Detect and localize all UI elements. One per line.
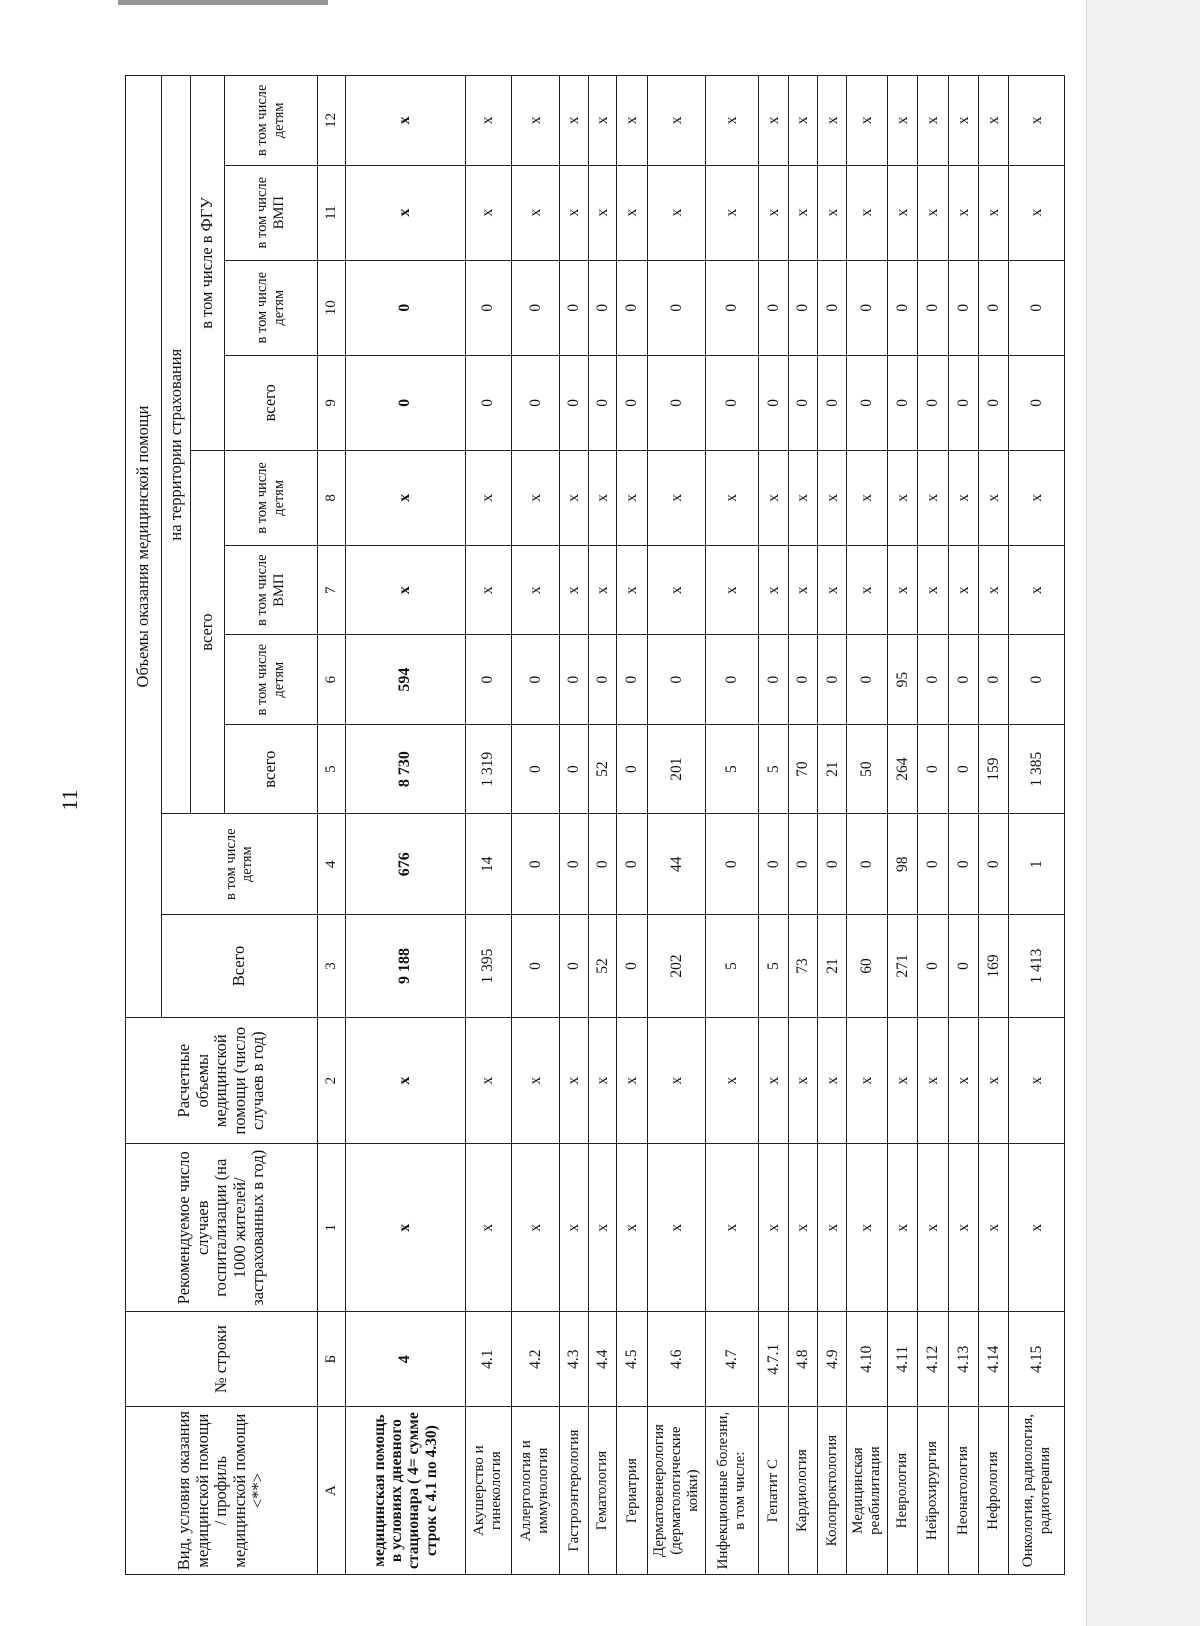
col-2-cell: x [818,1017,847,1143]
col-7-cell: x [788,545,817,634]
header-col-1: Рекомендуемое число случаев госпитализации (на 1000 жителей/ застрахованных в год) [126,1144,318,1312]
col-2-cell: x [1009,1017,1065,1143]
col-3-cell: 60 [847,915,887,1018]
col-7-cell: x [948,545,978,634]
profile-name-cell: Гепатит С [759,1407,788,1575]
table-row [978,76,1008,1575]
profile-name-cell: Неврология [887,1407,917,1575]
profile-name-cell: Аллергология и иммунология [511,1407,559,1575]
col-12-cell: x [346,76,465,166]
col-9-cell: 0 [705,355,758,450]
col-2-cell: x [465,1017,511,1143]
table-row [948,76,978,1575]
col-3-cell: 202 [647,915,705,1018]
col-3-cell: 0 [617,915,647,1018]
col-11-cell: x [647,165,705,260]
header-volumes: Объемы оказания медицинской помощи [126,76,162,1018]
header-col-8: в том числе детям [224,450,317,545]
col-5-cell: 201 [647,724,705,813]
col-6-cell: 0 [617,635,647,724]
col-3-cell: 169 [978,915,1008,1018]
col-9-cell: 0 [647,355,705,450]
col-12-cell: x [511,76,559,166]
header-col-12: в том числе детям [224,76,317,166]
col-12-cell: x [918,76,948,166]
col-4-cell: 14 [465,814,511,915]
col-7-cell: x [759,545,788,634]
row-number-cell: 4.2 [511,1312,559,1407]
col-9-cell: 0 [847,355,887,450]
col-2-cell: x [589,1017,617,1143]
col-1-cell: x [948,1144,978,1312]
col-8-cell: x [948,450,978,545]
col-5-cell: 1 385 [1009,724,1065,813]
row-number-cell: 4.8 [788,1312,817,1407]
row-number-cell: 4.1 [465,1312,511,1407]
table-row [617,76,647,1575]
col-2-cell: x [759,1017,788,1143]
col-7-cell: x [847,545,887,634]
table-frame [125,75,1065,1575]
col-4-cell: 1 [1009,814,1065,915]
header-col-a: Вид, условия оказания медицинской помощи / профиль медицинской помощи <**> [126,1407,318,1575]
profile-name-cell: Кардиология [788,1407,817,1575]
row-number-cell: 4.14 [978,1312,1008,1407]
col-10-cell: 0 [759,260,788,355]
table-row [788,76,817,1575]
col-10-cell: 0 [948,260,978,355]
col-2-cell: x [847,1017,887,1143]
col-6-cell: 0 [847,635,887,724]
col-6-cell: 0 [759,635,788,724]
profile-name-cell: Гастроэнтерология [559,1407,588,1575]
col-5-cell: 52 [589,724,617,813]
col-11-cell: x [705,165,758,260]
col-10-cell: 0 [647,260,705,355]
row-number-cell: 4.9 [818,1312,847,1407]
col-7-cell: x [559,545,588,634]
col-3-cell: 0 [948,915,978,1018]
col-5-cell: 0 [559,724,588,813]
col-11-cell: x [511,165,559,260]
col-8-cell: x [511,450,559,545]
header-col-7: в том числе ВМП [224,545,317,634]
profile-name-cell: Медицинская реабилитация [847,1407,887,1575]
col-1-cell: x [759,1144,788,1312]
colnum-2: 2 [317,1017,345,1143]
col-7-cell: x [617,545,647,634]
col-5-cell: 70 [788,724,817,813]
col-12-cell: x [887,76,917,166]
table-row [705,76,758,1575]
col-3-cell: 52 [589,915,617,1018]
colnum-b: Б [317,1312,345,1407]
col-8-cell: x [1009,450,1065,545]
col-1-cell: x [978,1144,1008,1312]
col-8-cell: x [465,450,511,545]
col-12-cell: x [948,76,978,166]
col-11-cell: x [589,165,617,260]
row-number-cell: 4 [346,1312,465,1407]
col-4-cell: 0 [978,814,1008,915]
colnum-9: 9 [317,355,345,450]
col-9-cell: 0 [465,355,511,450]
col-10-cell: 0 [465,260,511,355]
col-10-cell: 0 [511,260,559,355]
col-10-cell: 0 [847,260,887,355]
col-2-cell: x [346,1017,465,1143]
col-2-cell: x [705,1017,758,1143]
col-10-cell: 0 [705,260,758,355]
col-9-cell: 0 [918,355,948,450]
table-row [887,76,917,1575]
col-5-cell: 0 [511,724,559,813]
colnum-6: 6 [317,635,345,724]
profile-name-cell: Колопроктология [818,1407,847,1575]
col-10-cell: 0 [559,260,588,355]
table-row [759,76,788,1575]
col-4-cell: 0 [705,814,758,915]
col-8-cell: x [647,450,705,545]
profile-name-cell: Неонатология [948,1407,978,1575]
col-12-cell: x [559,76,588,166]
col-11-cell: x [818,165,847,260]
col-4-cell: 0 [589,814,617,915]
col-6-cell: 0 [788,635,817,724]
col-1-cell: x [1009,1144,1065,1312]
col-2-cell: x [948,1017,978,1143]
col-11-cell: x [559,165,588,260]
row-number-cell: 4.6 [647,1312,705,1407]
profile-name-cell: медицинская помощь в условиях дневного стационара ( 4= сумме строк с 4.1 по 4.30) [346,1407,465,1575]
col-10-cell: 0 [918,260,948,355]
col-9-cell: 0 [1009,355,1065,450]
col-8-cell: x [589,450,617,545]
profile-name-cell: Гематология [589,1407,617,1575]
profile-name-cell: Акушерство и гинекология [465,1407,511,1575]
col-10-cell: 0 [788,260,817,355]
col-1-cell: x [918,1144,948,1312]
col-1-cell: x [887,1144,917,1312]
col-4-cell: 0 [948,814,978,915]
col-5-cell: 0 [617,724,647,813]
col-9-cell: 0 [818,355,847,450]
col-2-cell: x [647,1017,705,1143]
col-9-cell: 0 [948,355,978,450]
col-4-cell: 0 [759,814,788,915]
col-3-cell: 73 [788,915,817,1018]
cropped-header-fragment [118,0,328,5]
col-6-cell: 0 [465,635,511,724]
col-5-cell: 0 [918,724,948,813]
col-12-cell: x [759,76,788,166]
col-4-cell: 676 [346,814,465,915]
col-3-cell: 1 413 [1009,915,1065,1018]
col-10-cell: 0 [1009,260,1065,355]
profile-name-cell: Онкология, радиология, радиотерапия [1009,1407,1065,1575]
col-11-cell: x [847,165,887,260]
col-7-cell: x [647,545,705,634]
col-5-cell: 0 [948,724,978,813]
col-5-cell: 264 [887,724,917,813]
page-edge [1086,0,1200,1626]
col-10-cell: 0 [887,260,917,355]
col-8-cell: x [847,450,887,545]
col-12-cell: x [788,76,817,166]
col-3-cell: 0 [918,915,948,1018]
col-12-cell: x [647,76,705,166]
col-5-cell: 5 [705,724,758,813]
medical-volumes-table [125,75,1065,1575]
col-12-cell: x [617,76,647,166]
header-col-5: всего [224,724,317,813]
col-7-cell: x [818,545,847,634]
col-8-cell: x [788,450,817,545]
table-row [1009,76,1065,1575]
col-6-cell: 0 [647,635,705,724]
page-number: 11 [57,789,82,811]
col-8-cell: x [346,450,465,545]
col-12-cell: x [847,76,887,166]
col-2-cell: x [918,1017,948,1143]
col-7-cell: x [978,545,1008,634]
col-3-cell: 0 [559,915,588,1018]
col-12-cell: x [589,76,617,166]
col-6-cell: 0 [705,635,758,724]
col-9-cell: 0 [559,355,588,450]
row-number-cell: 4.11 [887,1312,917,1407]
header-col-2: Расчетные объемы медицинской помощи (число случаев в год) [126,1017,318,1143]
profile-name-cell: Дерматовенерология (дерматологические койки) [647,1407,705,1575]
col-6-cell: 95 [887,635,917,724]
col-11-cell: x [759,165,788,260]
col-2-cell: x [978,1017,1008,1143]
col-1-cell: x [511,1144,559,1312]
header-col-b: № строки [126,1312,318,1407]
colnum-a: А [317,1407,345,1575]
header-col-11: в том числе ВМП [224,165,317,260]
colnum-5: 5 [317,724,345,813]
col-12-cell: x [465,76,511,166]
col-3-cell: 271 [887,915,917,1018]
col-11-cell: x [918,165,948,260]
col-4-cell: 0 [918,814,948,915]
col-7-cell: x [918,545,948,634]
col-10-cell: 0 [617,260,647,355]
row-number-cell: 4.5 [617,1312,647,1407]
col-8-cell: x [617,450,647,545]
col-1-cell: x [788,1144,817,1312]
col-1-cell: x [346,1144,465,1312]
colnum-12: 12 [317,76,345,166]
table-row [818,76,847,1575]
row-number-cell: 4.12 [918,1312,948,1407]
col-1-cell: x [705,1144,758,1312]
col-5-cell: 1 319 [465,724,511,813]
row-number-cell: 4.4 [589,1312,617,1407]
table-row [465,76,511,1575]
profile-name-cell: Гериатрия [617,1407,647,1575]
col-1-cell: x [818,1144,847,1312]
colnum-7: 7 [317,545,345,634]
col-9-cell: 0 [511,355,559,450]
col-11-cell: x [346,165,465,260]
col-10-cell: 0 [978,260,1008,355]
col-2-cell: x [559,1017,588,1143]
col-8-cell: x [918,450,948,545]
col-4-cell: 0 [511,814,559,915]
col-6-cell: 0 [511,635,559,724]
col-7-cell: x [346,545,465,634]
col-2-cell: x [788,1017,817,1143]
row-number-cell: 4.10 [847,1312,887,1407]
col-7-cell: x [887,545,917,634]
col-1-cell: x [589,1144,617,1312]
col-3-cell: 0 [511,915,559,1018]
col-11-cell: x [948,165,978,260]
col-6-cell: 594 [346,635,465,724]
col-4-cell: 0 [847,814,887,915]
col-5-cell: 21 [818,724,847,813]
col-1-cell: x [847,1144,887,1312]
col-11-cell: x [617,165,647,260]
col-1-cell: x [617,1144,647,1312]
col-5-cell: 159 [978,724,1008,813]
col-12-cell: x [1009,76,1065,166]
header-col-6: в том числе детям [224,635,317,724]
header-col-10: в том числе детям [224,260,317,355]
row-number-cell: 4.15 [1009,1312,1065,1407]
col-9-cell: 0 [788,355,817,450]
col-9-cell: 0 [978,355,1008,450]
col-4-cell: 98 [887,814,917,915]
table-row [847,76,887,1575]
col-2-cell: x [617,1017,647,1143]
col-6-cell: 0 [589,635,617,724]
col-7-cell: x [589,545,617,634]
table-row [918,76,948,1575]
col-6-cell: 0 [1009,635,1065,724]
row-number-cell: 4.7 [705,1312,758,1407]
col-1-cell: x [465,1144,511,1312]
row-number-cell: 4.7.1 [759,1312,788,1407]
col-4-cell: 0 [617,814,647,915]
colnum-4: 4 [317,814,345,915]
col-10-cell: 0 [346,260,465,355]
col-10-cell: 0 [818,260,847,355]
col-6-cell: 0 [918,635,948,724]
col-9-cell: 0 [589,355,617,450]
col-9-cell: 0 [346,355,465,450]
col-7-cell: x [705,545,758,634]
col-9-cell: 0 [617,355,647,450]
table-row [647,76,705,1575]
header-fgu-group: в том числе в ФГУ [190,76,224,451]
header-vsego-top: Всего [161,915,317,1018]
colnum-8: 8 [317,450,345,545]
col-8-cell: x [978,450,1008,545]
profile-name-cell: Нефрология [978,1407,1008,1575]
row-number-cell: 4.3 [559,1312,588,1407]
table-row [589,76,617,1575]
col-3-cell: 1 395 [465,915,511,1018]
col-9-cell: 0 [759,355,788,450]
col-3-cell: 5 [759,915,788,1018]
col-6-cell: 0 [818,635,847,724]
col-2-cell: x [887,1017,917,1143]
col-2-cell: x [511,1017,559,1143]
col-4-cell: 44 [647,814,705,915]
col-4-cell: 0 [559,814,588,915]
col-11-cell: x [978,165,1008,260]
col-11-cell: x [788,165,817,260]
profile-name-cell: Нейрохирургия [918,1407,948,1575]
col-3-cell: 21 [818,915,847,1018]
col-8-cell: x [759,450,788,545]
col-11-cell: x [887,165,917,260]
table-row [511,76,559,1575]
col-10-cell: 0 [589,260,617,355]
row-number-cell: 4.13 [948,1312,978,1407]
col-5-cell: 50 [847,724,887,813]
col-6-cell: 0 [948,635,978,724]
col-8-cell: x [705,450,758,545]
table-row [559,76,588,1575]
col-4-cell: 0 [788,814,817,915]
header-vsego-group: всего [190,450,224,814]
colnum-11: 11 [317,165,345,260]
colnum-1: 1 [317,1144,345,1312]
col-3-cell: 5 [705,915,758,1018]
table-row [346,76,465,1575]
col-4-cell: 0 [818,814,847,915]
col-8-cell: x [818,450,847,545]
col-9-cell: 0 [887,355,917,450]
col-1-cell: x [647,1144,705,1312]
col-7-cell: x [465,545,511,634]
col-3-cell: 9 188 [346,915,465,1018]
col-8-cell: x [559,450,588,545]
col-12-cell: x [978,76,1008,166]
col-11-cell: x [465,165,511,260]
colnum-10: 10 [317,260,345,355]
profile-name-cell: Инфекционные болезни, в том числе: [705,1407,758,1575]
rotated-table-container [125,75,1065,1575]
col-1-cell: x [559,1144,588,1312]
col-5-cell: 5 [759,724,788,813]
col-11-cell: x [1009,165,1065,260]
col-12-cell: x [818,76,847,166]
col-7-cell: x [511,545,559,634]
col-7-cell: x [1009,545,1065,634]
header-territory: на территории страхования [161,76,190,814]
colnum-3: 3 [317,915,345,1018]
col-6-cell: 0 [978,635,1008,724]
col-8-cell: x [887,450,917,545]
header-col-4: в том числе детям [161,814,317,915]
col-12-cell: x [705,76,758,166]
column-number-row [317,76,345,1575]
col-6-cell: 0 [559,635,588,724]
col-5-cell: 8 730 [346,724,465,813]
header-col-9: всего [224,355,317,450]
